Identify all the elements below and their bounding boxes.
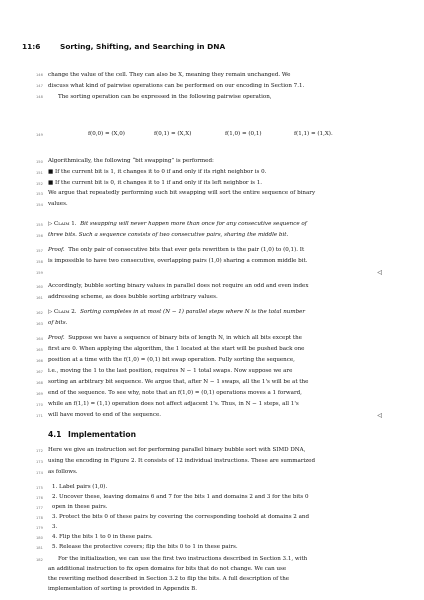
qed-symbol: ◁	[377, 269, 382, 276]
claim-text: Sorting completes in at most (N − 1) parallel steps where N is the total number	[80, 309, 306, 315]
line-number: 157	[36, 249, 43, 253]
text-line: implementation of sorting is provided in Appendix B.	[48, 586, 197, 592]
line-number: 180	[36, 536, 43, 540]
line-number: 177	[36, 506, 43, 510]
text-line: values.	[48, 201, 68, 207]
section-title: Implementation	[68, 430, 137, 439]
list-item: 3. Protect the bits 0 of these pairs by covering the corresponding toehold at domains 2 and	[52, 514, 310, 520]
qed-symbol: ◁	[377, 412, 382, 419]
line-number: 174	[36, 471, 43, 475]
proof-text: sorting an arbitrary bit sequence. We argue that, after N − 1 swaps, all the 1's will be at the	[48, 379, 309, 385]
line-number: 168	[36, 381, 43, 385]
text-line: We argue that repeatedly performing such bit swapping will sort the entire sequence of binary	[48, 190, 316, 196]
list-item: 5. Release the protective covers; flip the bits 0 to 1 in these pairs.	[52, 544, 238, 550]
text-line	[48, 335, 302, 342]
list-item: open in these pairs.	[52, 504, 108, 510]
text-line: For the initialization, we can use the first two instructions described in Section 3.1, with	[58, 556, 308, 562]
proof-text: position at a time with the f(1,0) = (0,1) bit swap operation. Fully sorting the sequence,	[48, 357, 295, 363]
text-line: The sorting operation can be expressed in the following pairwise operation,	[58, 94, 272, 100]
line-number: 178	[36, 516, 43, 520]
list-item: 2. Uncover these, leaving domains 6 and 7 for the bits 1 and domains 2 and 3 for the bits 0	[52, 494, 309, 500]
list-item: 1. Label pairs (1,0).	[52, 484, 108, 490]
bullet-text: If the current bit is 0, it changes it to 1 if and only if its left neighbor is 1.	[55, 180, 263, 186]
line-number: 159	[36, 271, 43, 275]
proof-text: while an f(1,1) = (1,1) operation does not affect adjacent 1's. Thus, in N − 1 steps, all 1's	[48, 401, 299, 407]
section-heading	[48, 430, 136, 439]
bullet-text: If the current bit is 1, it changes it to 0 if and only if its right neighbor is 0.	[55, 169, 267, 175]
proof-label: Proof.	[48, 335, 65, 341]
line-number: 151	[36, 171, 43, 175]
line-number: 167	[36, 370, 43, 374]
section-number: 4.1	[48, 430, 62, 439]
line-number: 160	[36, 285, 43, 289]
line-number: 176	[36, 496, 43, 500]
claim-label: ▷ Claim 1.	[48, 221, 77, 227]
line-number: 150	[36, 160, 43, 164]
claim-text: Bit swapping will never happen more than once for any consecutive sequence of	[80, 221, 307, 227]
text-line	[48, 247, 304, 254]
list-item: 4. Flip the bits 1 to 0 in these pairs.	[52, 534, 153, 540]
bullet-item: ■ If the current bit is 1, it changes it to 0 if and only if its right neighbor is 0.	[48, 169, 267, 175]
claim-label: ▷ Claim 2.	[48, 309, 77, 315]
equation-term: f(0,0) = (X,0)	[88, 131, 125, 137]
text-line	[48, 309, 305, 316]
list-item: 3.	[52, 524, 58, 530]
line-number: 156	[36, 234, 43, 238]
equation-term: f(0,1) = (X,X)	[154, 131, 192, 137]
line-number: 169	[36, 392, 43, 396]
line-number: 152	[36, 182, 43, 186]
proof-text: end of the sequence. To see why, note that an f(1,0) = (0,1) operations moves a 1 forward,	[48, 390, 302, 396]
text-line: Algorithmically, the following “bit swapping” is performed:	[48, 158, 214, 164]
line-number: 149	[36, 133, 43, 137]
line-number: 181	[36, 546, 43, 550]
text-line: using the encoding in Figure 2. It consists of 12 individual instructions. These are summarized	[48, 458, 315, 464]
text-line: as follows.	[48, 469, 78, 475]
line-number: 173	[36, 460, 43, 464]
text-line: an additional instruction to fix open domains for bits that do not change. We can use	[48, 566, 287, 572]
proof-text: The only pair of consecutive bits that ever gets rewritten is the pair (1,0) to (0,1). It	[68, 247, 305, 253]
text-line: Accordingly, bubble sorting binary values in parallel does not require an odd and even index	[48, 283, 309, 289]
line-number: 154	[36, 203, 43, 207]
line-number: 170	[36, 403, 43, 407]
page-number: 11:6	[22, 42, 41, 51]
line-number: 146	[36, 73, 43, 77]
line-number: 171	[36, 414, 43, 418]
proof-text: first are 0. When applying the algorithm, the 1 located at the start will be pushed back one	[48, 346, 305, 352]
text-line: the rewriting method described in Section 3.2 to flip the bits. A full description of the	[48, 576, 290, 582]
line-number: 162	[36, 311, 43, 315]
proof-label: Proof.	[48, 247, 65, 253]
line-number: 182	[36, 558, 43, 562]
proof-text: will have moved to end of the sequence.	[48, 412, 161, 418]
equation-term: f(1,0) = (0,1)	[225, 131, 262, 137]
text-line: Here we give an instruction set for performing parallel binary bubble sort with SIMD DNA,	[48, 447, 306, 453]
line-number: 147	[36, 84, 43, 88]
line-number: 158	[36, 260, 43, 264]
text-line	[48, 221, 307, 228]
text-line: discuss what kind of pairwise operations can be performed on our encoding in Section 7.1.	[48, 83, 305, 89]
bullet-item: ■ If the current bit is 0, it changes it to 1 if and only if its left neighbor is 1.	[48, 180, 263, 186]
line-number: 161	[36, 296, 43, 300]
line-number: 179	[36, 526, 43, 530]
running-title: Sorting, Shifting, and Searching in DNA	[60, 42, 226, 51]
line-number: 172	[36, 449, 43, 453]
line-number: 166	[36, 359, 43, 363]
line-number: 163	[36, 322, 43, 326]
claim-text: of bits.	[48, 320, 68, 326]
line-number: 175	[36, 486, 43, 490]
proof-text: Suppose we have a sequence of binary bits of length N, in which all bits except the	[68, 335, 302, 341]
line-number: 164	[36, 337, 43, 341]
text-line: addressing scheme, as does bubble sorting arbitrary values.	[48, 294, 218, 300]
proof-text: is impossible to have two consecutive, overlapping pairs (1,0) sharing a common middle bit.	[48, 258, 308, 264]
equation-term: f(1,1) = (1,X).	[294, 131, 333, 137]
line-number: 155	[36, 223, 43, 227]
line-number: 153	[36, 192, 43, 196]
line-number: 148	[36, 95, 43, 99]
proof-text: i.e., moving the 1 to the last position, requires N − 1 total swaps. Now suppose we are	[48, 368, 293, 374]
claim-text: three bits. Such a sequence consists of two consecutive pairs, sharing the middle bit.	[48, 232, 289, 238]
line-number: 165	[36, 348, 43, 352]
text-line: change the value of the cell. They can also be X, meaning they remain unchanged. We	[48, 72, 291, 78]
